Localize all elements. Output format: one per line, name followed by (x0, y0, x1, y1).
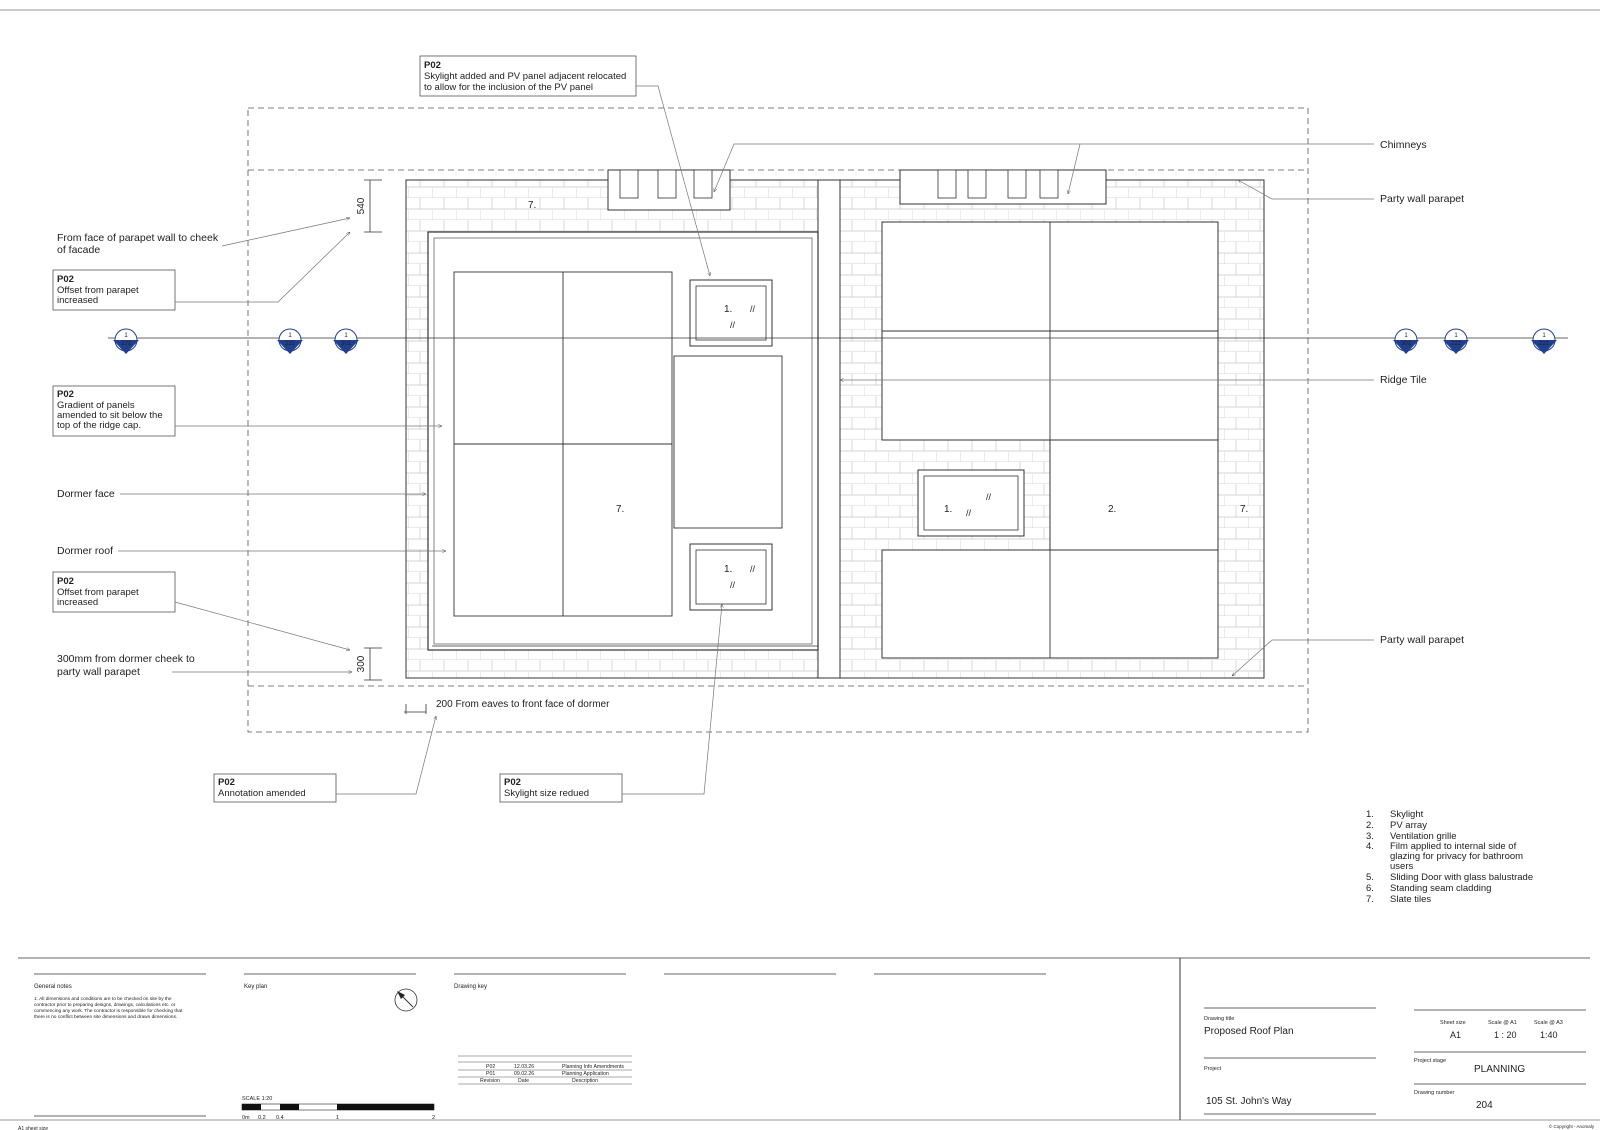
drawing-key-title: Drawing key (454, 984, 488, 990)
svg-text:222: 222 (284, 341, 296, 347)
svg-text:Date: Date (518, 1078, 529, 1084)
roof-number: 7. (616, 504, 625, 515)
svg-text:4.: 4. (1366, 841, 1374, 852)
face-label: From face of parapet wall to cheek (57, 232, 219, 244)
party-wall (818, 180, 840, 678)
svg-text:to allow for the inclusion of: to allow for the inclusion of the PV panel (424, 82, 593, 93)
svg-text:1: 1 (1404, 333, 1408, 339)
title-block (18, 958, 1595, 1130)
svg-text:1: 1 (1454, 333, 1458, 339)
svg-text:Gradient of panels: Gradient of panels (57, 400, 135, 411)
svg-text:Description: Description (572, 1078, 598, 1084)
key-plan-title: Key plan (244, 984, 268, 990)
skylight-top (690, 280, 772, 346)
svg-text:P02: P02 (504, 777, 521, 788)
svg-text:P02: P02 (57, 389, 74, 400)
svg-text:2: 2 (432, 1115, 436, 1121)
svg-text:6.: 6. (1366, 883, 1374, 894)
chimney-right (900, 170, 1106, 204)
section-marker (277, 329, 303, 354)
svg-text:Scale @ A3: Scale @ A3 (1534, 1020, 1563, 1026)
svg-text:301: 301 (340, 341, 352, 347)
scale-bar (242, 1104, 435, 1121)
north-arrow-icon (395, 989, 417, 1011)
copyright: © Copyright - Anomaly (1548, 1124, 1594, 1129)
roof-number: 7. (528, 200, 537, 211)
svg-text://: // (986, 492, 992, 502)
svg-text:there is no conflict between s: there is no conflict between site dimensions and drawn dimensions. (34, 1015, 178, 1020)
svg-text:users: users (1390, 861, 1414, 872)
scale-a3: 1:40 (1540, 1030, 1558, 1040)
svg-text:1: 1 (336, 1115, 340, 1121)
svg-text:P02: P02 (424, 60, 441, 71)
section-marker (1393, 329, 1419, 354)
roof-number: 2. (1108, 504, 1117, 515)
drawing-title: Proposed Roof Plan (1204, 1026, 1294, 1037)
svg-text:300: 300 (356, 655, 367, 673)
project-name: 105 St. John's Way (1206, 1096, 1292, 1107)
svg-text:1: 1 (1542, 333, 1546, 339)
scale-label: SCALE 1:20 (242, 1096, 273, 1102)
party-label: party wall parapet (57, 666, 140, 678)
pv-array-right (882, 222, 1218, 658)
ridge-tile-label: Ridge Tile (1380, 374, 1427, 386)
svg-text:222: 222 (1450, 341, 1462, 347)
svg-text:contractor prior to preparing: contractor prior to preparing designs, drawings, calculations etc. or (34, 1003, 176, 1008)
svg-text:09.02.26: 09.02.26 (514, 1071, 535, 1077)
svg-text:Project stage: Project stage (1414, 1058, 1447, 1064)
svg-text:540: 540 (356, 197, 367, 215)
skylight-number: 1. (724, 564, 733, 575)
svg-text://: // (730, 320, 736, 330)
drawing-number: 204 (1476, 1100, 1493, 1111)
drawing-title-label: Drawing title (1204, 1016, 1235, 1022)
skylight-right (918, 470, 1024, 536)
svg-text:1: 1 (288, 333, 292, 339)
svg-text:12.03.26: 12.03.26 (514, 1064, 535, 1070)
roof-plan (108, 108, 1568, 732)
svg-text:1: 1 (344, 333, 348, 339)
svg-text:0.4: 0.4 (276, 1115, 284, 1121)
svg-text:221: 221 (120, 341, 132, 347)
svg-text:increased: increased (57, 295, 99, 306)
svg-text:P02: P02 (57, 576, 74, 587)
svg-text:5.: 5. (1366, 872, 1374, 883)
svg-text:Offset from parapet: Offset from parapet (57, 587, 139, 598)
dimension-300 (356, 648, 382, 680)
svg-text:Planning Application: Planning Application (562, 1071, 609, 1077)
svg-text:commencing any work. The contr: commencing any work. The contractor is responsible for checking that (34, 1009, 183, 1014)
svg-text:P02: P02 (486, 1064, 496, 1070)
party-label: 300mm from dormer cheek to (57, 653, 195, 665)
svg-text:P02: P02 (57, 274, 74, 285)
project-label: Project (1204, 1066, 1222, 1072)
svg-text:301: 301 (1400, 341, 1412, 347)
svg-text:2.: 2. (1366, 820, 1374, 831)
section-marker (333, 329, 359, 354)
svg-text:Drawing number: Drawing number (1414, 1090, 1455, 1096)
material-key (1366, 809, 1533, 905)
svg-text:top of the ridge cap.: top of the ridge cap. (57, 420, 141, 431)
svg-text:Skylight added and PV panel ad: Skylight added and PV panel adjacent relocated (424, 71, 627, 82)
dimension-eaves (404, 699, 610, 714)
svg-text:1.: 1. (1366, 809, 1374, 820)
svg-text:221: 221 (1538, 341, 1550, 347)
svg-text:7.: 7. (1366, 894, 1374, 905)
svg-text:Sheet size: Sheet size (1440, 1020, 1466, 1026)
general-notes-title: General notes (34, 984, 72, 990)
svg-text:P02: P02 (218, 777, 235, 788)
svg-text:Skylight: Skylight (1390, 809, 1424, 820)
svg-text://: // (966, 508, 972, 518)
svg-text:Skylight size redued: Skylight size redued (504, 788, 590, 799)
svg-text:1. All dimensions and conditio: 1. All dimensions and conditions are to be checked on site by the (34, 997, 172, 1002)
section-marker (1443, 329, 1469, 354)
dimension-540 (356, 180, 382, 232)
svg-text:Ventilation grille: Ventilation grille (1390, 831, 1457, 842)
svg-text:Sliding Door with glass balust: Sliding Door with glass balustrade (1390, 872, 1534, 883)
svg-text://: // (750, 304, 756, 314)
svg-text:Revision: Revision (480, 1078, 500, 1084)
svg-text://: // (750, 564, 756, 574)
skylight-number: 1. (944, 504, 953, 515)
svg-text:increased: increased (57, 597, 99, 608)
roof-number: 7. (1240, 504, 1249, 515)
section-marker (113, 329, 139, 354)
svg-text:P01: P01 (486, 1071, 496, 1077)
svg-text:Scale @ A1: Scale @ A1 (1488, 1020, 1517, 1026)
svg-text:Standing seam cladding: Standing seam cladding (1390, 883, 1492, 894)
chimney-left (608, 170, 730, 210)
face-label: of facade (57, 244, 101, 256)
svg-text:0.2: 0.2 (258, 1115, 266, 1121)
sheet-size-note: A1 sheet size (18, 1126, 49, 1130)
project-stage: PLANNING (1474, 1064, 1526, 1075)
svg-text:3.: 3. (1366, 831, 1374, 842)
sheet-size: A1 (1450, 1030, 1462, 1040)
skylight-number: 1. (724, 304, 733, 315)
revision-table (458, 1056, 632, 1084)
svg-text:glazing for privacy for bathro: glazing for privacy for bathroom (1390, 851, 1524, 862)
svg-text:amended to sit below the: amended to sit below the (57, 410, 163, 421)
svg-text://: // (730, 580, 736, 590)
skylight-bottom (690, 544, 772, 610)
party-wall-bottom-label: Party wall parapet (1380, 634, 1465, 646)
svg-text:Offset from parapet: Offset from parapet (57, 285, 139, 296)
svg-text:0m: 0m (242, 1115, 250, 1121)
svg-text:Film applied to internal side: Film applied to internal side of (1390, 841, 1517, 852)
svg-text:1: 1 (124, 333, 128, 339)
party-wall-top-label: Party wall parapet (1380, 193, 1465, 205)
chimneys-label: Chimneys (1380, 139, 1427, 151)
dormer-roof-label: Dormer roof (57, 545, 114, 557)
scale-a1: 1 : 20 (1494, 1030, 1517, 1040)
svg-text:Annotation amended: Annotation amended (218, 788, 306, 799)
eaves-label: 200 From eaves to front face of dormer (436, 699, 610, 710)
dormer-face-label: Dormer face (57, 488, 115, 500)
svg-text:Planning Info Amendments: Planning Info Amendments (562, 1064, 625, 1070)
section-marker (1531, 329, 1557, 354)
svg-text:Slate tiles: Slate tiles (1390, 894, 1432, 905)
svg-text:PV array: PV array (1390, 820, 1427, 831)
